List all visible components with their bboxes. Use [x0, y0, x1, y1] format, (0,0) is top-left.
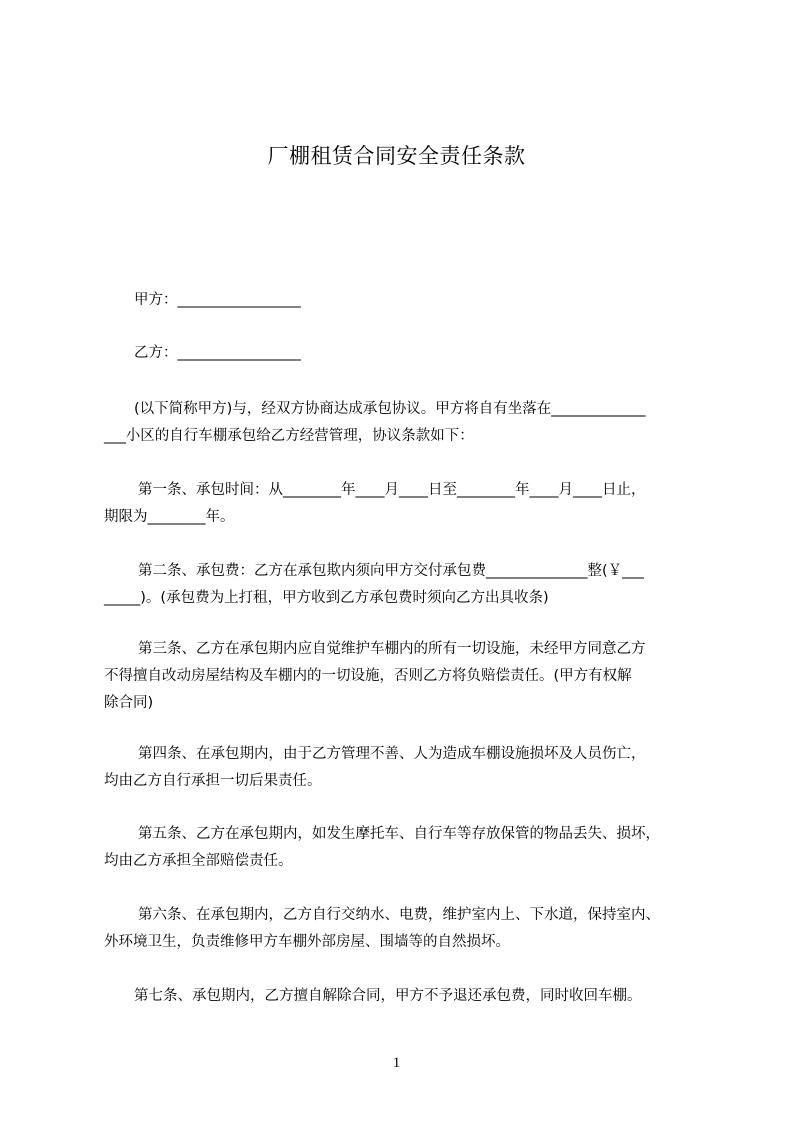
party-a-text: 甲方：_________________	[134, 292, 301, 308]
page-number: 1	[392, 1055, 401, 1071]
article-1-line-1: 第一条、承包时间：从________年____月____日至________年____月____日止，	[138, 482, 646, 498]
article-3-line-1: 第三条、乙方在承包期内应自觉维护车棚内的所有一切设施，未经甲方同意乙方	[138, 641, 646, 657]
article-3-line-3: 除合同)	[104, 695, 154, 711]
party-b-text: 乙方：_________________	[134, 345, 301, 361]
article-7-line-1: 第七条、承包期内，乙方擅自解除合同，甲方不予退还承包费，同时收回车棚。	[134, 988, 642, 1004]
article-6-line-1: 第六条、在承包期内，乙方自行交纳水、电费，维护室内上、下水道，保持室内、	[138, 907, 660, 923]
article-7-paragraph	[104, 983, 704, 1010]
article-4-line-2: 均由乙方自行承担一切后果责任。	[104, 773, 322, 789]
article-5-paragraph	[104, 821, 704, 875]
article-5-line-1: 第五条、乙方在承包期内，如发生摩托车、自行车等存放保管的物品丢失、损坏，	[138, 826, 660, 842]
article-2-paragraph	[104, 558, 704, 612]
party-b-line	[104, 340, 704, 367]
document-title: 厂棚租赁合同安全责任条款	[267, 144, 526, 168]
article-1-line-2: 期限为________年。	[104, 509, 235, 525]
article-4-paragraph	[104, 741, 704, 795]
party-a-line	[104, 287, 704, 314]
intro-line-2: ___小区的自行车棚承包给乙方经营管理，协议条款如下：	[104, 428, 474, 444]
article-2-line-1: 第二条、承包费：乙方在承包欺内须向甲方交付承包费______________整(￥___	[138, 563, 644, 579]
article-6-line-2: 外环境卫生，负责维修甲方车棚外部房屋、围墙等的自然损坏。	[104, 934, 510, 950]
article-2-line-2: _____)。(承包费为上打租，甲方收到乙方承包费时须向乙方出具收条)	[104, 590, 549, 606]
article-3-paragraph	[104, 636, 704, 717]
article-1-paragraph	[104, 477, 704, 531]
intro-line-1: (以下简称甲方)与，经双方协商达成承包协议。甲方将自有坐落在_____________	[134, 401, 646, 417]
article-3-line-2: 不得擅自改动房屋结构及车棚内的一切设施，否则乙方将负赔偿责任。(甲方有权解	[104, 668, 632, 684]
article-6-paragraph	[104, 902, 704, 956]
article-4-line-1: 第四条、在承包期内，由于乙方管理不善、人为造成车棚设施损坏及人员伤亡，	[138, 746, 646, 762]
article-5-line-2: 均由乙方承担全部赔偿责任。	[104, 853, 293, 869]
intro-paragraph	[104, 396, 704, 450]
